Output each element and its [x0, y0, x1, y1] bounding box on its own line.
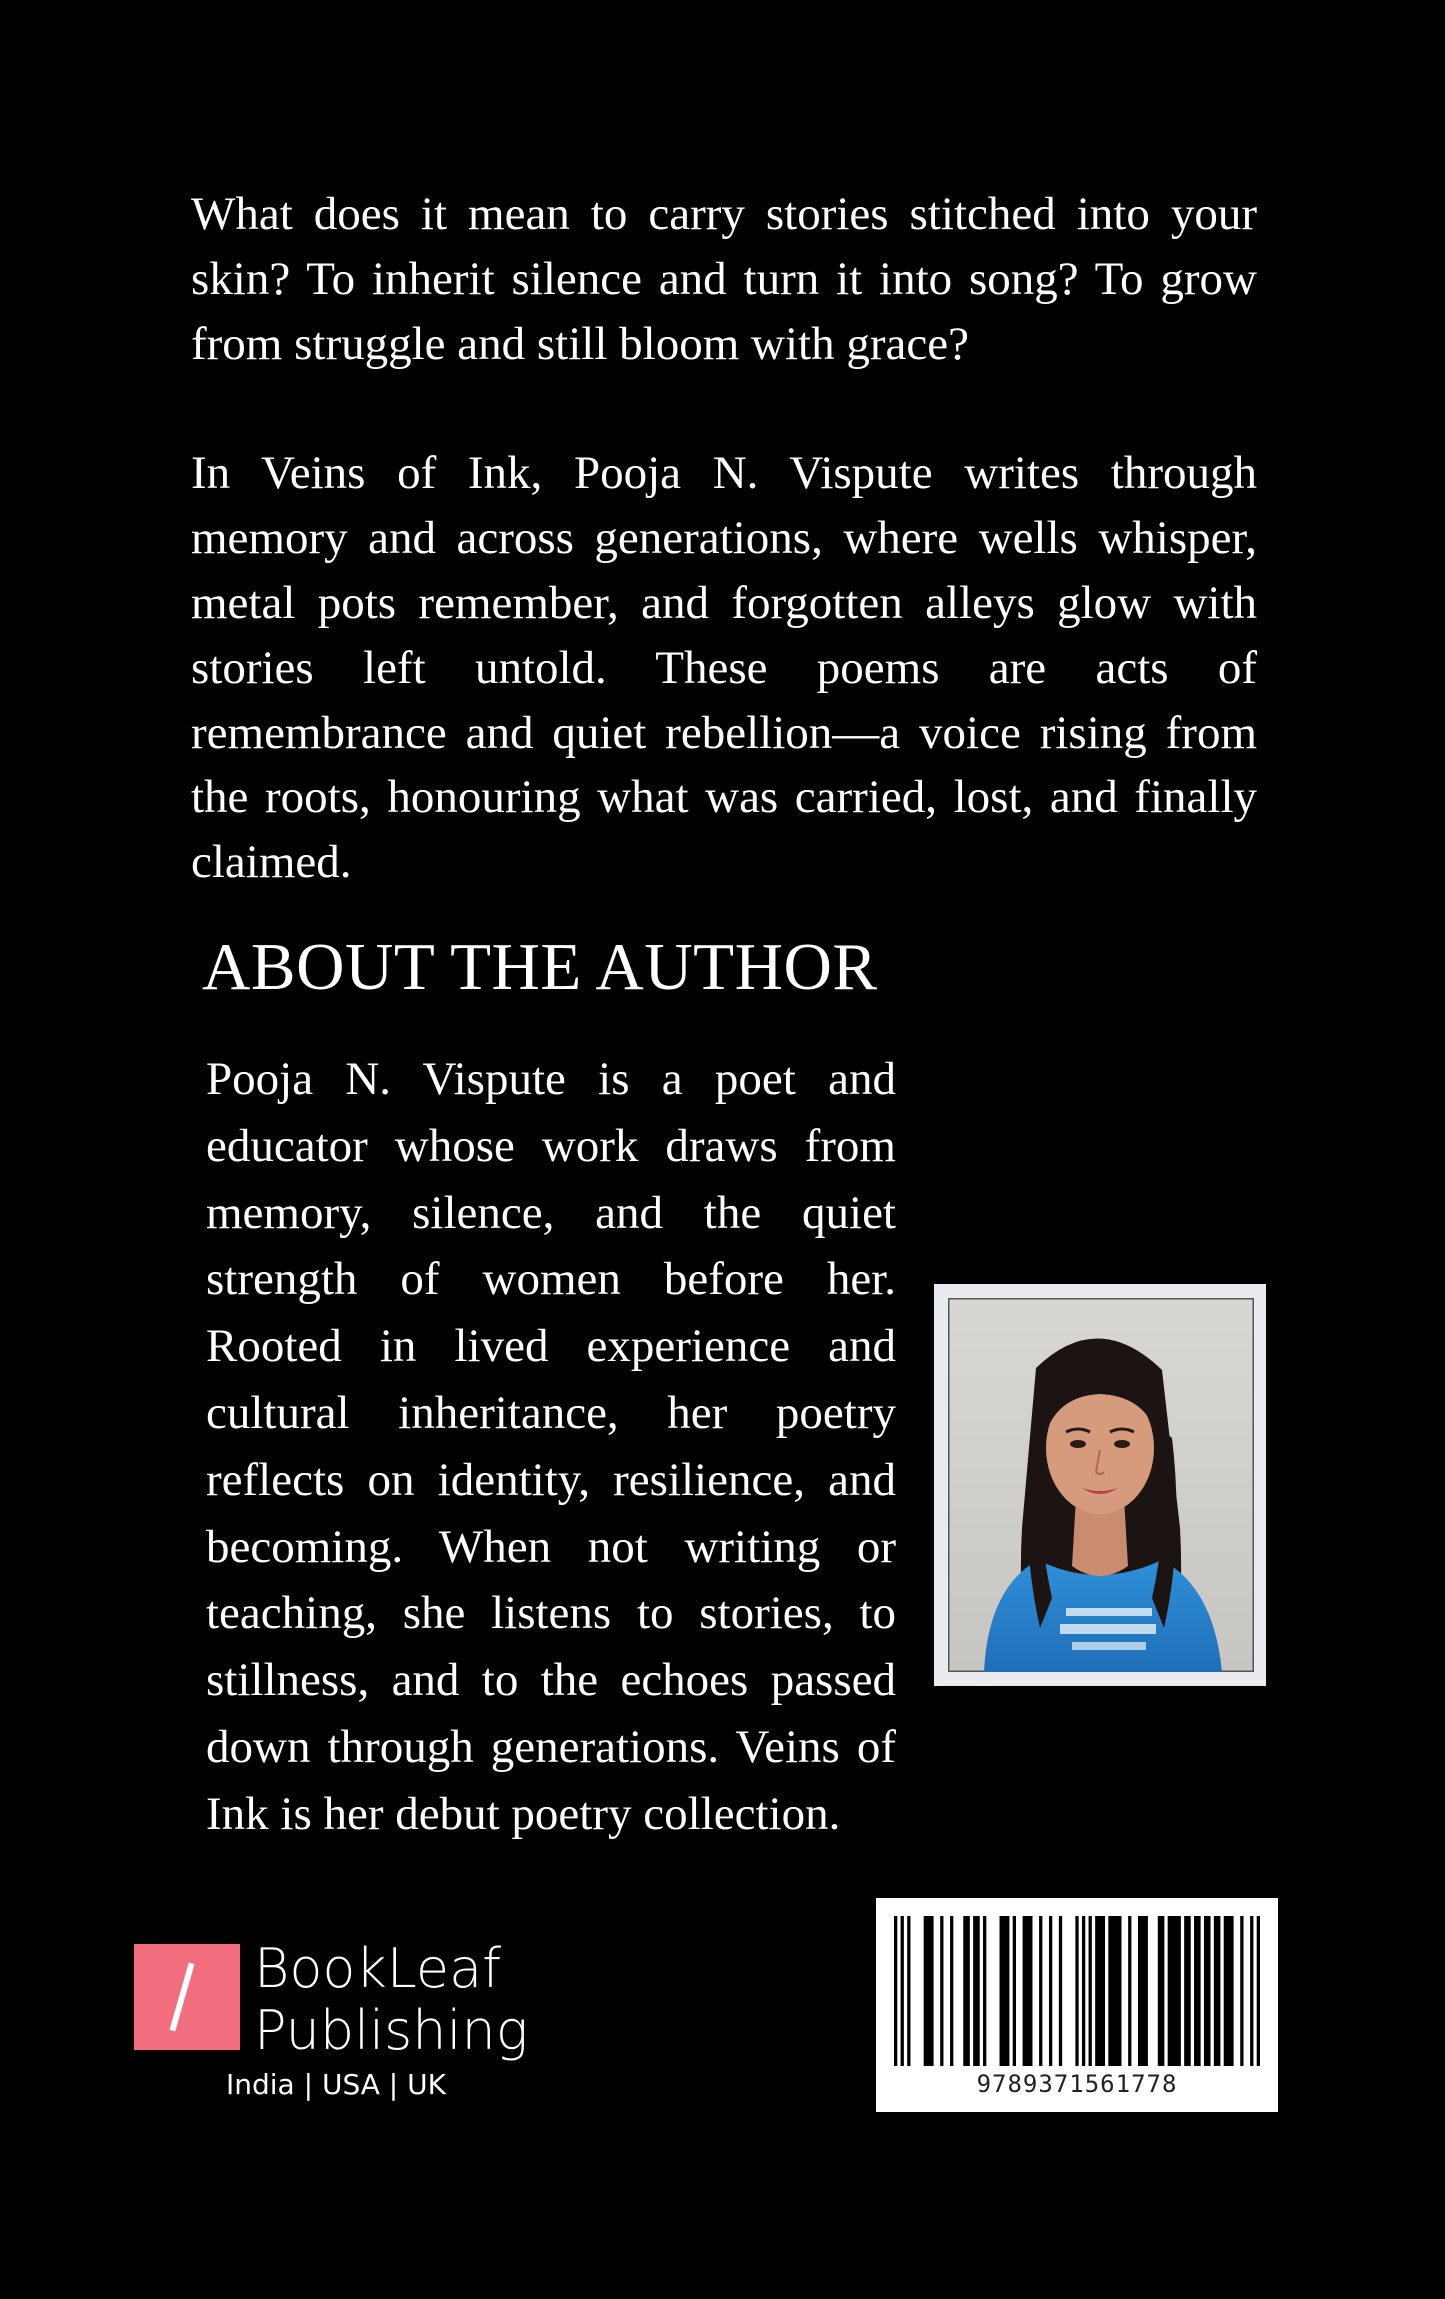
isbn-barcode: [876, 1898, 1278, 2112]
barcode-bar: [1082, 1916, 1085, 2066]
barcode-bar: [901, 1916, 904, 2066]
back-cover-blurb: [191, 182, 1257, 895]
barcode-bar: [907, 1916, 910, 2066]
barcode-bar: [1013, 1916, 1016, 2066]
barcode-bar: [1095, 1916, 1105, 2066]
publisher-logo-mark: [134, 1944, 240, 2050]
barcode-bar: [1075, 1916, 1078, 2066]
barcode-bar: [1138, 1916, 1148, 2066]
author-bio: Pooja N. Vispute is a poet and educator whose work draws from memory, silence, and the quiet strength of women before her. Rooted in lived experience and cultural inheritance, her poetry reflects on identity, resilience, and becoming. When not writing or teaching, she listens to stories, to stillness, and to the echoes passed down through generations. Veins of Ink is her debut poetry collection.: [206, 1053, 896, 1840]
barcode-bars: [894, 1916, 1260, 2066]
barcode-bar: [1049, 1916, 1052, 2066]
publisher-name-line-2: Publishing: [254, 1999, 529, 2062]
barcode-bar: [1214, 1916, 1221, 2066]
barcode-bar: [1158, 1916, 1165, 2066]
publisher-name: [254, 1938, 528, 2062]
barcode-bar: [963, 1916, 970, 2066]
about-author-heading: ABOUT THE AUTHOR: [202, 930, 878, 1004]
barcode-bar: [1039, 1916, 1042, 2066]
barcode-bar: [983, 1916, 986, 2066]
isbn-number: 9789371561778: [976, 2070, 1178, 2098]
barcode-bar: [1000, 1916, 1010, 2066]
barcode-bar: [1168, 1916, 1181, 2066]
author-photo: [934, 1284, 1266, 1686]
author-portrait-image: [948, 1298, 1254, 1672]
barcode-bar: [924, 1916, 934, 2066]
barcode-bar: [894, 1916, 897, 2066]
barcode-bar: [1204, 1916, 1211, 2066]
barcode-bar: [1240, 1916, 1243, 2066]
barcode-bar: [1250, 1916, 1253, 2066]
barcode-bar: [1184, 1916, 1191, 2066]
barcode-bar: [1224, 1916, 1234, 2066]
barcode-bar: [1194, 1916, 1201, 2066]
barcode-bar: [1059, 1916, 1062, 2066]
barcode-bar: [973, 1916, 980, 2066]
slash-icon: [169, 1963, 194, 2032]
blurb-paragraph-1: What does it mean to carry stories stitched into your skin? To inherit silence and turn it into song? To grow from struggle and still bloom with grace?: [191, 188, 1257, 370]
publisher-regions: India | USA | UK: [226, 2068, 446, 2101]
publisher-name-line-1: BookLeaf: [254, 1937, 502, 2000]
barcode-bar: [1023, 1916, 1033, 2066]
barcode-bar: [950, 1916, 953, 2066]
barcode-bar: [940, 1916, 943, 2066]
publisher-logo: [134, 1937, 534, 2144]
barcode-bar: [1257, 1916, 1260, 2066]
barcode-bar: [1089, 1916, 1092, 2066]
barcode-bar: [1128, 1916, 1131, 2066]
blurb-paragraph-2: In Veins of Ink, Pooja N. Vispute writes through memory and across generations, where wells whisper, metal pots remember, and forgotten alleys glow with stories left untold. These poems are acts of remembrance and quiet rebellion—a voice rising from the roots, honouring what was carried, lost, and finally claimed.: [191, 447, 1257, 889]
barcode-bar: [1108, 1916, 1121, 2066]
